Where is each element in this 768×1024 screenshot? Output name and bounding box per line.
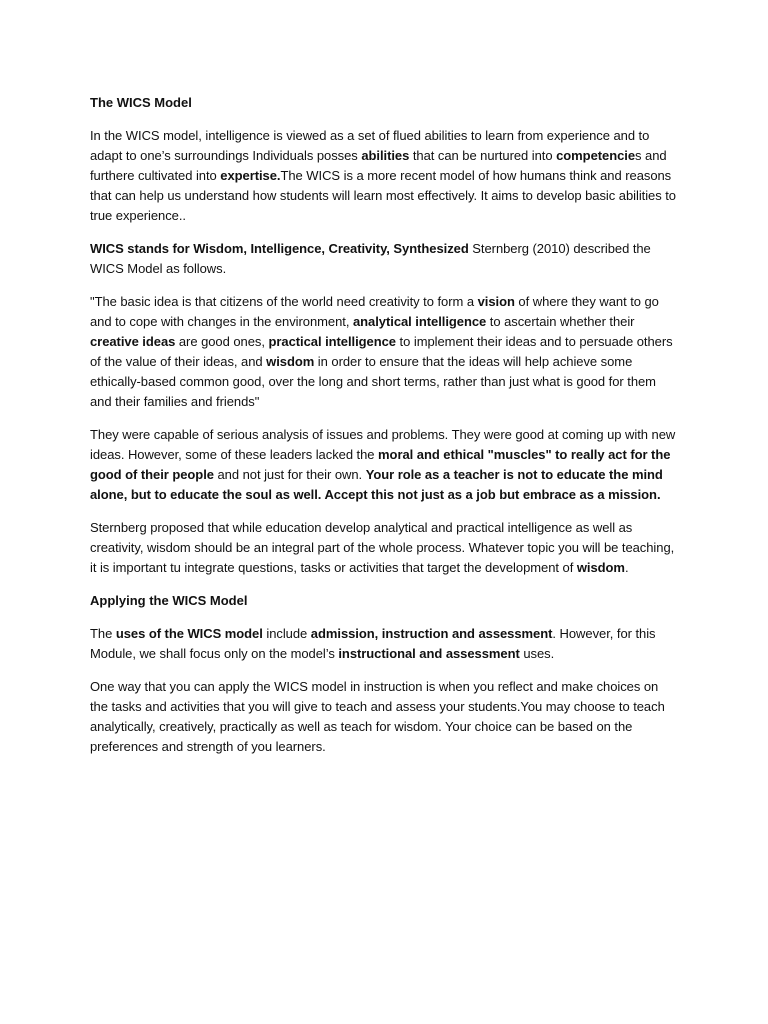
paragraph — [90, 425, 678, 505]
text-run: The WICS is a more recent model of how humans think and reasons that can help us understand how students will learn most effectively. It aims to develop basic abilities to true experience.. — [90, 168, 676, 223]
paragraph — [90, 677, 678, 757]
text-run: The — [90, 626, 116, 641]
bold-text: abilities — [361, 148, 410, 163]
text-run: of where they want to go and to cope with changes in the environment, — [90, 294, 659, 329]
paragraph — [90, 518, 678, 578]
text-run: s and furthere cultivated into — [90, 148, 667, 183]
paragraph — [90, 292, 678, 412]
bold-text: uses of the WICS model — [115, 626, 263, 641]
bold-text: creative ideas — [90, 334, 176, 349]
bold-text: practical intelligence — [268, 334, 396, 349]
bold-text: analytical intelligence — [352, 314, 487, 329]
bold-text: competencie — [556, 148, 636, 163]
text-run: . However, for this Module, we shall focus only on the model’s — [90, 626, 656, 661]
text-run: One way that you can apply the WICS model in instruction is when you reflect and make choices on the tasks and activities that you will give to teach and assess your students.You may choose to teach analytically, creatively, practically as well as teach for wisdom. Your choice can be based on the preferences and strength of you learners. — [90, 679, 665, 754]
bold-text: instructional and assessment — [338, 646, 520, 661]
paragraph — [90, 624, 678, 664]
section-applying — [90, 624, 678, 757]
text-run: Sternberg (2010) described the WICS Model as follows. — [90, 241, 651, 276]
bold-text: WICS stands for Wisdom, Intelligence, Creativity, Synthesized — [90, 241, 469, 256]
text-run: They were capable of serious analysis of issues and problems. They were good at coming up with new ideas. However, some of these leaders lacked the — [90, 427, 676, 462]
paragraph — [90, 126, 678, 226]
text-run: In the WICS model, intelligence is viewed as a set of flued abilities to learn from experience and to adapt to one’s surroundings Individuals posses — [90, 128, 650, 163]
bold-text: vision — [477, 294, 515, 309]
text-run: in order to ensure that the ideas will help achieve some ethically-based common good, over the long and short terms, rather than just what is good for them and their families and friends" — [90, 354, 656, 409]
bold-text: Your role as a teacher is not to educate the mind alone, but to educate the soul as well. Accept this not just as a job but embrace as a mission. — [90, 467, 663, 502]
text-run: . — [624, 560, 629, 575]
text-run: to ascertain whether their — [486, 314, 635, 329]
text-run: that can be nurtured into — [409, 148, 557, 163]
text-run: include — [262, 626, 311, 641]
paragraph — [90, 239, 678, 279]
bold-text: admission, instruction and assessment — [310, 626, 553, 641]
bold-text: wisdom — [576, 560, 625, 575]
text-run: are good ones, — [175, 334, 269, 349]
bold-text: moral and ethical "muscles" to really act for the good of their people — [90, 447, 671, 482]
text-run: uses. — [519, 646, 555, 661]
bold-text: wisdom — [266, 354, 315, 369]
section-intro — [90, 126, 678, 578]
text-run: and not just for their own. — [213, 467, 366, 482]
text-run: "The basic idea is that citizens of the world need creativity to form a — [90, 294, 478, 309]
text-run: to implement their ideas and to persuade others of the value of their ideas, and — [90, 334, 673, 369]
document-title: The WICS Model — [90, 95, 192, 110]
bold-text: expertise. — [220, 168, 281, 183]
text-run: Sternberg proposed that while education develop analytical and practical intelligence as well as creativity, wisdom should be an integral part of the whole process. Whatever topic you will be teaching, it is important tu integrate questions, tasks or activities that target the development of — [90, 520, 675, 575]
section-heading: Applying the WICS Model — [90, 593, 248, 608]
